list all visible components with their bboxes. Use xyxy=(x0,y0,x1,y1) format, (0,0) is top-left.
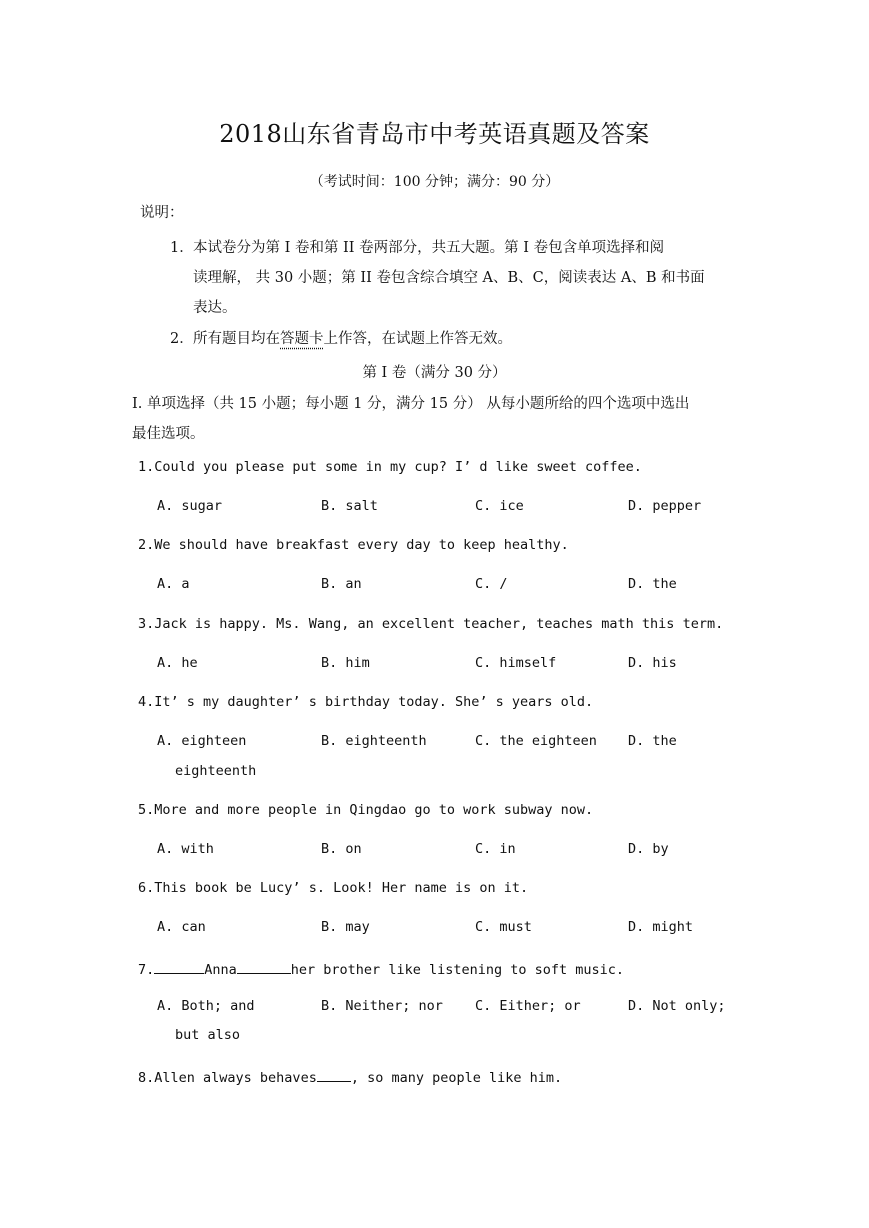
question-number: 6. xyxy=(138,880,155,896)
q7-option-c: C. Either; or xyxy=(475,998,581,1014)
question-number: 3. xyxy=(138,616,155,632)
note-2-text xyxy=(193,327,512,348)
note-1-line-2: 读理解， 共 30 小题；第 II 卷包含综合填空 A、B、C，阅读表达 A、B 和书面 xyxy=(193,270,705,286)
q4-option-a: A. eighteen xyxy=(157,733,247,749)
note-2-before: 所有题目均在 xyxy=(193,331,280,347)
question-7 xyxy=(138,959,624,978)
question-text: Jack is happy. Ms. Wang, an excellent teacher, teaches math this term. xyxy=(154,616,724,632)
section-1-instruction-line-2: 最佳选项。 xyxy=(132,426,205,442)
q6-option-d: D. might xyxy=(628,919,694,935)
question-4 xyxy=(138,694,593,710)
question-8 xyxy=(138,1067,562,1086)
q7-option-d-wrap: but also xyxy=(175,1027,241,1043)
q2-option-c: C. / xyxy=(475,576,508,592)
question-text-part-1: Anna xyxy=(204,962,237,978)
q7-option-b: B. Neither; nor xyxy=(321,998,443,1014)
q3-option-c: C. himself xyxy=(475,655,557,671)
q5-option-a: A. with xyxy=(157,841,214,857)
question-6 xyxy=(138,880,528,896)
question-text: It’ s my daughter’ s birthday today. She’ s years old. xyxy=(154,694,594,710)
q5-option-c: C. in xyxy=(475,841,516,857)
note-2-number: 2． xyxy=(170,331,194,347)
question-text-part-1: Allen always behaves xyxy=(154,1070,317,1086)
question-text: Could you please put some in my cup? I’ d like sweet coffee. xyxy=(154,459,642,475)
notes-heading: 说明： xyxy=(140,205,184,221)
q3-option-b: B. him xyxy=(321,655,370,671)
answer-blank xyxy=(237,959,291,974)
q1-option-a: A. sugar xyxy=(157,498,223,514)
q4-option-d-wrap: eighteenth xyxy=(175,763,257,779)
q5-option-b: B. on xyxy=(321,841,362,857)
question-3 xyxy=(138,616,723,632)
question-number: 1. xyxy=(138,459,155,475)
question-text-part-2: her brother like listening to soft music. xyxy=(290,962,625,978)
q4-option-b: B. eighteenth xyxy=(321,733,427,749)
q1-option-d: D. pepper xyxy=(628,498,702,514)
q4-option-d: D. the xyxy=(628,733,677,749)
document-title: 2018山东省青岛市中考英语真题及答案 xyxy=(219,120,650,148)
q6-option-b: B. may xyxy=(321,919,370,935)
part-1-heading: 第 I 卷（满分 30 分） xyxy=(362,365,507,381)
answer-blank xyxy=(154,959,204,974)
q2-option-b: B. an xyxy=(321,576,362,592)
question-number: 4. xyxy=(138,694,155,710)
answer-blank xyxy=(317,1067,351,1082)
q2-option-a: A. a xyxy=(157,576,190,592)
q1-option-c: C. ice xyxy=(475,498,524,514)
q3-option-a: A. he xyxy=(157,655,198,671)
note-2-after: 上作答，在试题上作答无效。 xyxy=(323,331,512,347)
q6-option-a: A. can xyxy=(157,919,206,935)
question-number: 2. xyxy=(138,537,155,553)
question-text: This book be Lucy’ s. Look! Her name is on it. xyxy=(154,880,529,896)
q5-option-d: D. by xyxy=(628,841,669,857)
q1-option-b: B. salt xyxy=(321,498,378,514)
note-2-emphasis: 答题卡 xyxy=(280,331,324,347)
note-1-line-3: 表达。 xyxy=(193,300,237,316)
q3-option-d: D. his xyxy=(628,655,677,671)
question-text: More and more people in Qingdao go to work subway now. xyxy=(154,802,594,818)
q7-option-d: D. Not only; xyxy=(628,998,726,1014)
question-1 xyxy=(138,459,642,475)
note-1-number: 1． xyxy=(170,240,194,256)
question-5 xyxy=(138,802,593,818)
question-text: We should have breakfast every day to keep healthy. xyxy=(154,537,569,553)
question-number: 8. xyxy=(138,1070,155,1086)
question-text-part-2: , so many people like him. xyxy=(350,1070,563,1086)
q4-option-c: C. the eighteen xyxy=(475,733,597,749)
q7-option-a: A. Both; and xyxy=(157,998,255,1014)
question-number: 5. xyxy=(138,802,155,818)
question-number: 7. xyxy=(138,962,155,978)
q6-option-c: C. must xyxy=(475,919,532,935)
section-1-instruction-line-1: I. 单项选择（共 15 小题；每小题 1 分，满分 15 分） 从每小题所给的四个选项中选出 xyxy=(132,396,690,412)
q2-option-d: D. the xyxy=(628,576,677,592)
note-1-line-1: 本试卷分为第 I 卷和第 II 卷两部分，共五大题。第 I 卷包含单项选择和阅 xyxy=(193,240,665,256)
exam-info: （考试时间：100 分钟；满分：90 分） xyxy=(309,174,560,190)
question-2 xyxy=(138,537,569,553)
